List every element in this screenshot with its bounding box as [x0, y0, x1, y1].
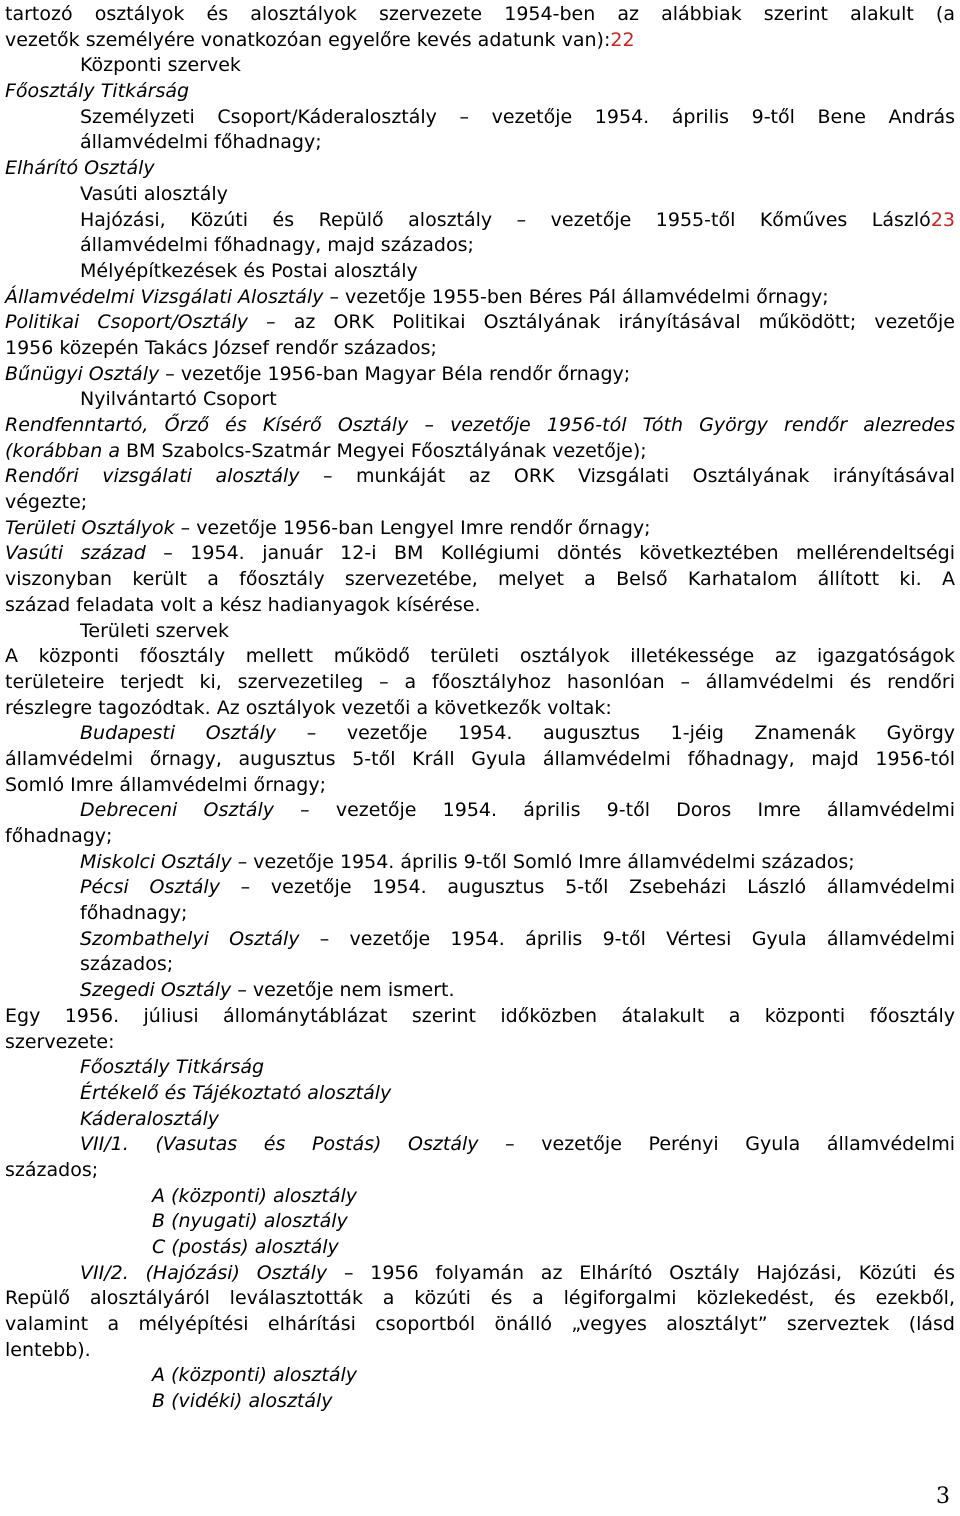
text: A (központi) alosztály	[152, 1364, 357, 1387]
text-line	[5, 1312, 955, 1338]
text: lentebb).	[5, 1338, 91, 1361]
unit-title	[5, 1389, 955, 1415]
text: valamint a mélyépítési elhárítási csoportból önálló „vegyes alosztályt” szerveztek (lásd	[5, 1313, 955, 1336]
text-line	[5, 696, 955, 722]
text: Repülő alosztályáról leválasztották a közúti és a légiforgalmi közlekedést, és ezekből,	[5, 1287, 955, 1310]
text-line	[5, 1004, 955, 1030]
text: BM Szabolcs-Szatmár Megyei Főosztályának vezetője);	[119, 439, 647, 462]
section-heading	[5, 619, 955, 645]
text-line	[5, 1030, 955, 1056]
text: Központi szervek	[80, 54, 241, 77]
text: államvédelmi őrnagy, augusztus 5-től Králl Gyula államvédelmi főhadnagy, majd 1956-tól	[5, 747, 955, 770]
text: Elhárító Osztály	[5, 157, 155, 180]
unit-title	[5, 1055, 955, 1081]
unit-title	[5, 1363, 955, 1389]
text-line	[5, 567, 955, 593]
text-line	[5, 1286, 955, 1312]
unit-title	[5, 79, 955, 105]
text: szervezete:	[5, 1030, 115, 1053]
text-line	[5, 387, 955, 413]
unit-title: Bűnügyi Osztály	[5, 362, 160, 385]
unit-title: Budapesti Osztály	[80, 722, 277, 745]
text: Főosztály Titkárság	[80, 1056, 265, 1079]
text: Káderalosztály	[80, 1107, 220, 1130]
text: C (postás) alosztály	[152, 1236, 339, 1258]
text: – 1954. január 12-i BM Kollégiumi döntés következtében mellérendeltségi	[145, 542, 955, 565]
text: részlegre tagozódtak. Az osztályok vezetői a következők voltak:	[5, 696, 612, 719]
text: A (központi) alosztály	[152, 1184, 357, 1207]
text-line	[5, 259, 955, 285]
footnote-ref[interactable]: 23	[930, 208, 955, 231]
text: – 1956 folyamán az Elhárító Osztály Hajózási, Közúti és	[327, 1261, 955, 1284]
text: A központi főosztály mellett működő területi osztályok illetékessége az igazgatóságok	[5, 645, 955, 668]
text-line	[5, 2, 955, 28]
text-line	[5, 208, 955, 234]
text-line	[5, 721, 955, 747]
text: végezte;	[5, 491, 88, 514]
text-line	[5, 233, 955, 259]
text: – vezetője nem ismert.	[231, 979, 455, 1002]
text-line	[5, 336, 955, 362]
unit-title: Debreceni Osztály	[80, 799, 274, 822]
text-line	[5, 1132, 955, 1158]
text: – vezetője 1954. augusztus 5-től Zsebeházi László államvédelmi	[219, 876, 955, 899]
text: százados;	[5, 1158, 99, 1181]
unit-title: VII/1. (Vasutas és Postás) Osztály	[80, 1133, 479, 1156]
text: – vezetője 1954. április 9-től Vértesi Gyula államvédelmi	[299, 927, 955, 950]
text-line	[5, 875, 955, 901]
unit-title: Rendőri vizsgálati alosztály	[5, 465, 300, 488]
text-line	[5, 362, 955, 388]
unit-title	[5, 1235, 955, 1261]
text: főhadnagy;	[5, 825, 113, 847]
text: Területi szervek	[80, 619, 229, 642]
unit-title	[5, 1209, 955, 1235]
page-number: 3	[936, 1484, 950, 1509]
text: B (vidéki) alosztály	[152, 1390, 333, 1413]
text-line	[5, 644, 955, 670]
unit-title: Vasúti század	[5, 542, 146, 565]
text-line	[5, 824, 955, 850]
unit-title	[5, 1107, 955, 1133]
text: Egy 1956. júliusi állománytáblázat szerint időközben átalakult a központi főosztály	[5, 1004, 955, 1027]
text-line	[5, 952, 955, 978]
text: államvédelmi főhadnagy, majd százados;	[80, 234, 474, 257]
unit-title: Miskolci Osztály	[80, 850, 232, 873]
unit-title: Politikai Csoport/Osztály	[5, 311, 248, 334]
text-line	[5, 670, 955, 696]
unit-title: Államvédelmi Vizsgálati Alosztály	[5, 285, 324, 308]
text-line	[5, 593, 955, 619]
unit-title: VII/2. (Hajózási) Osztály	[80, 1261, 328, 1284]
text-line	[5, 130, 955, 156]
text-line	[5, 439, 955, 465]
text: – vezetője 1956-ban Magyar Béla rendőr őrnagy;	[159, 362, 631, 385]
text: – munkáját az ORK Vizsgálati Osztályának irányításával	[299, 465, 955, 488]
text-line	[5, 490, 955, 516]
footnote-ref[interactable]: 22	[610, 28, 635, 51]
text: – vezetője 1954. április 9-től Doros Imre államvédelmi	[273, 799, 955, 822]
text: Értékelő és Tájékoztató alosztály	[80, 1081, 392, 1104]
text: – az ORK Politikai Osztályának irányításával működött; vezetője	[248, 311, 955, 334]
text: Főosztály Titkárság	[5, 80, 190, 103]
text-line	[5, 1158, 955, 1184]
text: államvédelmi főhadnagy;	[80, 131, 322, 154]
unit-title: Szegedi Osztály	[80, 979, 232, 1002]
text-line	[5, 182, 955, 208]
unit-title	[5, 1184, 955, 1210]
text-line	[5, 798, 955, 824]
text: főhadnagy;	[80, 902, 188, 925]
text: Somló Imre államvédelmi őrnagy;	[5, 773, 327, 796]
text-line	[5, 105, 955, 131]
text-line	[5, 850, 955, 876]
text: – vezetője 1954. április 9-től Somló Imre államvédelmi százados;	[231, 850, 855, 873]
text-line	[5, 927, 955, 953]
document-page	[5, 2, 955, 1415]
text: Mélyépítkezések és Postai alosztály	[80, 259, 418, 282]
section-heading	[5, 53, 955, 79]
text: Hajózási, Közúti és Repülő alosztály – vezetője 1955-től Kőműves László	[80, 208, 931, 231]
unit-title: Pécsi Osztály	[80, 876, 220, 899]
text: (korábban a	[5, 439, 120, 462]
text-line	[5, 464, 955, 490]
text: 1956 közepén Takács József rendőr százados;	[5, 336, 437, 359]
text-line	[5, 516, 955, 542]
text: – vezetője Perényi Gyula államvédelmi	[478, 1133, 955, 1156]
text: tartozó osztályok és alosztályok szervezete 1954-ben az alábbiak szerint alakult (a	[5, 3, 955, 25]
unit-title	[5, 1081, 955, 1107]
text: viszonyban került a főosztály szervezetébe, melyet a Belső Karhatalom állított ki. A	[5, 568, 955, 591]
text: – vezetője 1954. augusztus 1-jéig Znamenák György	[276, 722, 955, 745]
text-line	[5, 773, 955, 799]
text: század feladata volt a kész hadianyagok kísérése.	[5, 593, 481, 616]
text-line	[5, 285, 955, 311]
text-line	[5, 413, 955, 439]
text-line	[5, 1261, 955, 1287]
text-line	[5, 310, 955, 336]
text: százados;	[80, 953, 174, 976]
unit-title: Területi Osztályok	[5, 516, 175, 539]
text: vezetők személyére vonatkozóan egyelőre kevés adatunk van):	[5, 28, 611, 51]
unit-title	[5, 156, 955, 182]
text: B (nyugati) alosztály	[152, 1210, 348, 1233]
text: Vasúti alosztály	[80, 182, 228, 205]
unit-title: Szombathelyi Osztály	[80, 927, 300, 950]
text-line	[5, 978, 955, 1004]
text-line	[5, 1338, 955, 1364]
text: Nyilvántartó Csoport	[80, 388, 277, 411]
text: – vezetője 1956-ban Lengyel Imre rendőr őrnagy;	[174, 516, 651, 539]
text: Személyzeti Csoport/Káderalosztály – vezetője 1954. április 9-től Bene András	[80, 105, 955, 128]
text-line	[5, 747, 955, 773]
text: területeire terjedt ki, szervezetileg – a főosztályhoz hasonlóan – államvédelmi és rendőri	[5, 670, 955, 693]
text-line	[5, 28, 955, 54]
text: – vezetője 1955-ben Béres Pál államvédelmi őrnagy;	[323, 285, 829, 308]
text: Rendfenntartó, Őrző és Kísérő Osztály – vezetője 1956-tól Tóth György rendőr alezredes	[5, 414, 955, 436]
text-line	[5, 901, 955, 927]
text-line	[5, 541, 955, 567]
